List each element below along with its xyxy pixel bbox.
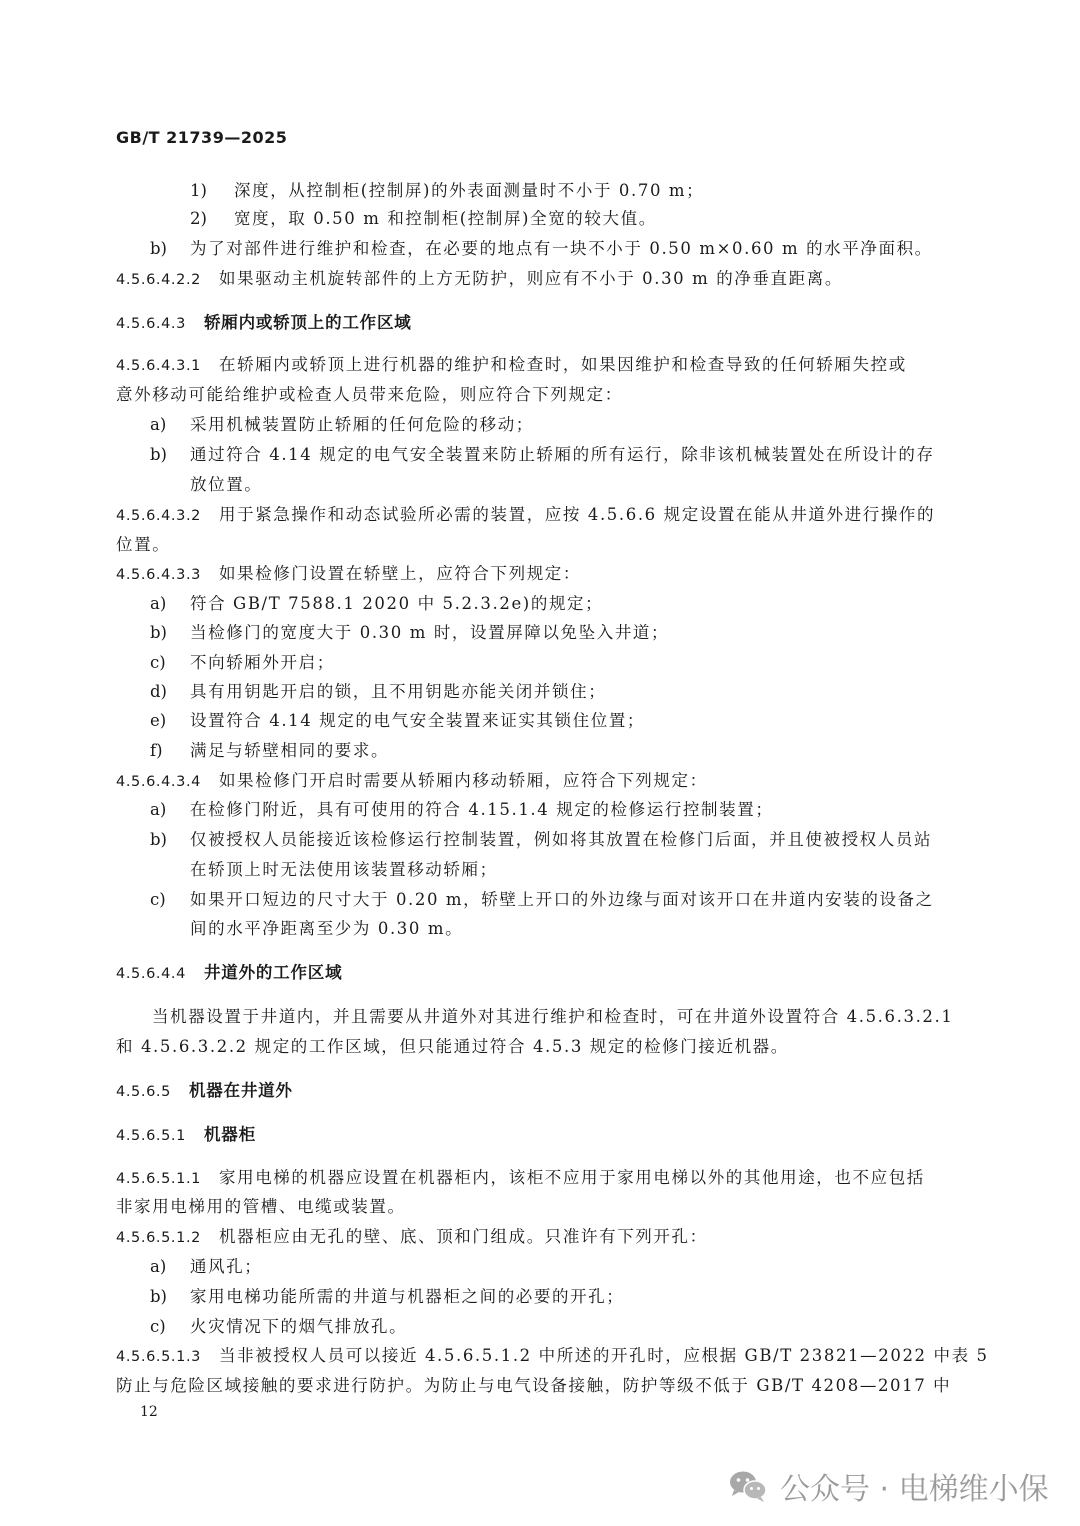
item-text: 通过符合 4.14 规定的电气安全装置来防止轿厢的所有运行，除非该机械装置处在所设计的存	[190, 445, 935, 464]
item-marker: b)	[150, 239, 167, 258]
clause-text: 机器柜应由无孔的壁、底、顶和门组成。只准许有下列开孔：	[219, 1227, 708, 1246]
clause-number: 4.5.6.4.3.4	[116, 774, 201, 790]
section-heading	[116, 312, 412, 335]
clause-continuation	[116, 534, 170, 556]
list-item-continuation	[190, 859, 498, 881]
document-id: GB/T 21739—2025	[116, 128, 288, 147]
list-item	[150, 652, 335, 674]
page-number: 12	[140, 1404, 158, 1420]
item-text: 仅被授权人员能接近该检修运行控制装置，例如将其放置在检修门后面，并且使被授权人员站	[190, 830, 933, 849]
item-text: 放位置。	[190, 475, 263, 494]
list-item	[150, 681, 606, 703]
list-item	[150, 414, 534, 436]
clause-text: 意外移动可能给维护或检查人员带来危险，则应符合下列规定：	[116, 385, 623, 404]
list-item	[150, 740, 389, 762]
clause	[116, 770, 708, 793]
clause-text: 如果检修门开启时需要从轿厢内移动轿厢，应符合下列规定：	[219, 771, 708, 790]
list-item	[150, 238, 933, 260]
section-heading	[116, 1124, 256, 1147]
clause-number: 4.5.6.5.1.2	[116, 1230, 201, 1246]
section-heading	[116, 962, 342, 985]
clause-number: 4.5.6.4.3.1	[116, 358, 201, 374]
section-number: 4.5.6.4.3	[116, 316, 186, 332]
list-item	[150, 1286, 624, 1308]
list-item	[150, 799, 773, 821]
list-item	[190, 208, 657, 230]
section-title: 机器柜	[203, 1125, 256, 1144]
item-marker: b)	[150, 445, 167, 464]
list-item	[150, 1256, 262, 1278]
clause-text: 非家用电梯用的管槽、电缆或装置。	[116, 1197, 406, 1216]
paragraph	[152, 1006, 953, 1028]
clause-number: 4.5.6.4.3.2	[116, 508, 201, 524]
clause-number: 4.5.6.5.1.3	[116, 1349, 201, 1365]
item-text: 不向轿厢外开启；	[190, 653, 335, 672]
list-item	[150, 829, 932, 851]
clause-number: 4.5.6.5.1.1	[116, 1171, 201, 1187]
item-marker: b)	[150, 1287, 167, 1306]
paragraph-text: 和 4.5.6.3.2.2 规定的工作区域，但只能通过符合 4.5.3 规定的检修门接近机器。	[116, 1037, 789, 1056]
clause-text: 当非被授权人员可以接近 4.5.6.5.1.2 中所述的开孔时，应根据 GB/T 23821—2022 中表 5	[219, 1346, 989, 1365]
item-text: 间的水平净距离至少为 0.30 m。	[190, 919, 464, 938]
item-marker: 2)	[190, 209, 207, 228]
item-text: 如果开口短边的尺寸大于 0.20 m，轿壁上开口的外边缘与面对该开口在井道内安装的设备之	[190, 890, 934, 909]
list-item	[150, 710, 645, 732]
clause-text: 位置。	[116, 535, 171, 554]
clause	[116, 1167, 925, 1190]
item-text: 当检修门的宽度大于 0.30 m 时，设置屏障以免坠入井道；	[190, 623, 670, 642]
item-text: 深度，从控制柜(控制屏)的外表面测量时不小于 0.70 m；	[234, 181, 705, 200]
item-marker: 1)	[190, 181, 207, 200]
list-item	[150, 444, 935, 466]
item-text: 在轿顶上时无法使用该装置移动轿厢；	[190, 860, 498, 879]
clause-text: 用于紧急操作和动态试验所必需的装置，应按 4.5.6.6 规定设置在能从井道外进行操作的	[219, 505, 936, 524]
clause-number: 4.5.6.4.2.2	[116, 272, 201, 288]
paragraph-continuation	[116, 1036, 789, 1058]
list-item-continuation	[190, 474, 262, 496]
item-marker: f)	[150, 741, 163, 760]
item-text: 为了对部件进行维护和检查，在必要的地点有一块不小于 0.50 m×0.60 m 的水平净面积。	[190, 239, 933, 258]
clause-text: 如果驱动主机旋转部件的上方无防护，则应有不小于 0.30 m 的净垂直距离。	[219, 269, 843, 288]
clause-continuation	[116, 384, 623, 406]
item-marker: a)	[150, 415, 167, 434]
item-marker: b)	[150, 623, 167, 642]
clause	[116, 268, 843, 291]
clause	[116, 354, 907, 377]
clause-text: 防止与危险区域接触的要求进行防护。为防止与电气设备接触，防护等级不低于 GB/T 4208—2017 中	[116, 1376, 952, 1395]
item-marker: b)	[150, 830, 167, 849]
clause-continuation	[116, 1196, 406, 1218]
section-title: 井道外的工作区域	[203, 963, 343, 982]
list-item	[190, 180, 704, 202]
item-marker: a)	[150, 1257, 167, 1276]
section-number: 4.5.6.5	[116, 1084, 171, 1100]
item-marker: e)	[150, 711, 167, 730]
item-text: 具有用钥匙开启的锁，且不用钥匙亦能关闭并锁住；	[190, 682, 607, 701]
wechat-icon	[728, 1469, 768, 1503]
item-text: 采用机械装置防止轿厢的任何危险的移动；	[190, 415, 534, 434]
clause	[116, 1345, 989, 1368]
item-text: 通风孔；	[190, 1257, 263, 1276]
clause-continuation	[116, 1375, 951, 1397]
list-item	[150, 593, 603, 615]
clause-text: 在轿厢内或轿顶上进行机器的维护和检查时，如果因维护和检查导致的任何轿厢失控或	[219, 355, 907, 374]
item-marker: d)	[150, 682, 167, 701]
item-marker: c)	[150, 1317, 166, 1336]
clause	[116, 1226, 708, 1249]
watermark-text: 公众号 · 电梯维小保	[780, 1472, 1049, 1507]
section-title: 机器在井道外	[188, 1081, 293, 1100]
clause-text: 如果检修门设置在轿壁上，应符合下列规定：	[219, 564, 581, 583]
section-number: 4.5.6.4.4	[116, 966, 186, 982]
item-text: 宽度，取 0.50 m 和控制柜(控制屏)全宽的较大值。	[234, 209, 657, 228]
item-marker: a)	[150, 800, 167, 819]
item-marker: c)	[150, 890, 166, 909]
list-item	[150, 1316, 407, 1338]
clause-number: 4.5.6.4.3.3	[116, 567, 201, 583]
clause	[116, 504, 935, 527]
item-text: 家用电梯功能所需的井道与机器柜之间的必要的开孔；	[190, 1287, 625, 1306]
list-item	[150, 889, 934, 911]
item-marker: c)	[150, 653, 166, 672]
paragraph-text: 当机器设置于井道内，并且需要从井道外对其进行维护和检查时，可在井道外设置符合 4.5.6.3.2.1	[152, 1007, 954, 1026]
list-item	[150, 622, 669, 644]
section-number: 4.5.6.5.1	[116, 1128, 186, 1144]
list-item-continuation	[190, 918, 463, 940]
item-text: 火灾情况下的烟气排放孔。	[190, 1317, 408, 1336]
item-marker: a)	[150, 594, 167, 613]
item-text: 在检修门附近，具有可使用的符合 4.15.1.4 规定的检修运行控制装置；	[190, 800, 774, 819]
item-text: 设置符合 4.14 规定的电气安全装置来证实其锁住位置；	[190, 711, 646, 730]
item-text: 满足与轿壁相同的要求。	[190, 741, 390, 760]
item-text: 符合 GB/T 7588.1 2020 中 5.2.3.2e)的规定；	[190, 594, 604, 613]
section-heading	[116, 1080, 293, 1103]
clause	[116, 563, 581, 586]
watermark	[728, 1466, 1049, 1506]
clause-text: 家用电梯的机器应设置在机器柜内，该柜不应用于家用电梯以外的其他用途，也不应包括	[219, 1168, 925, 1187]
section-title: 轿厢内或轿顶上的工作区域	[203, 313, 412, 332]
